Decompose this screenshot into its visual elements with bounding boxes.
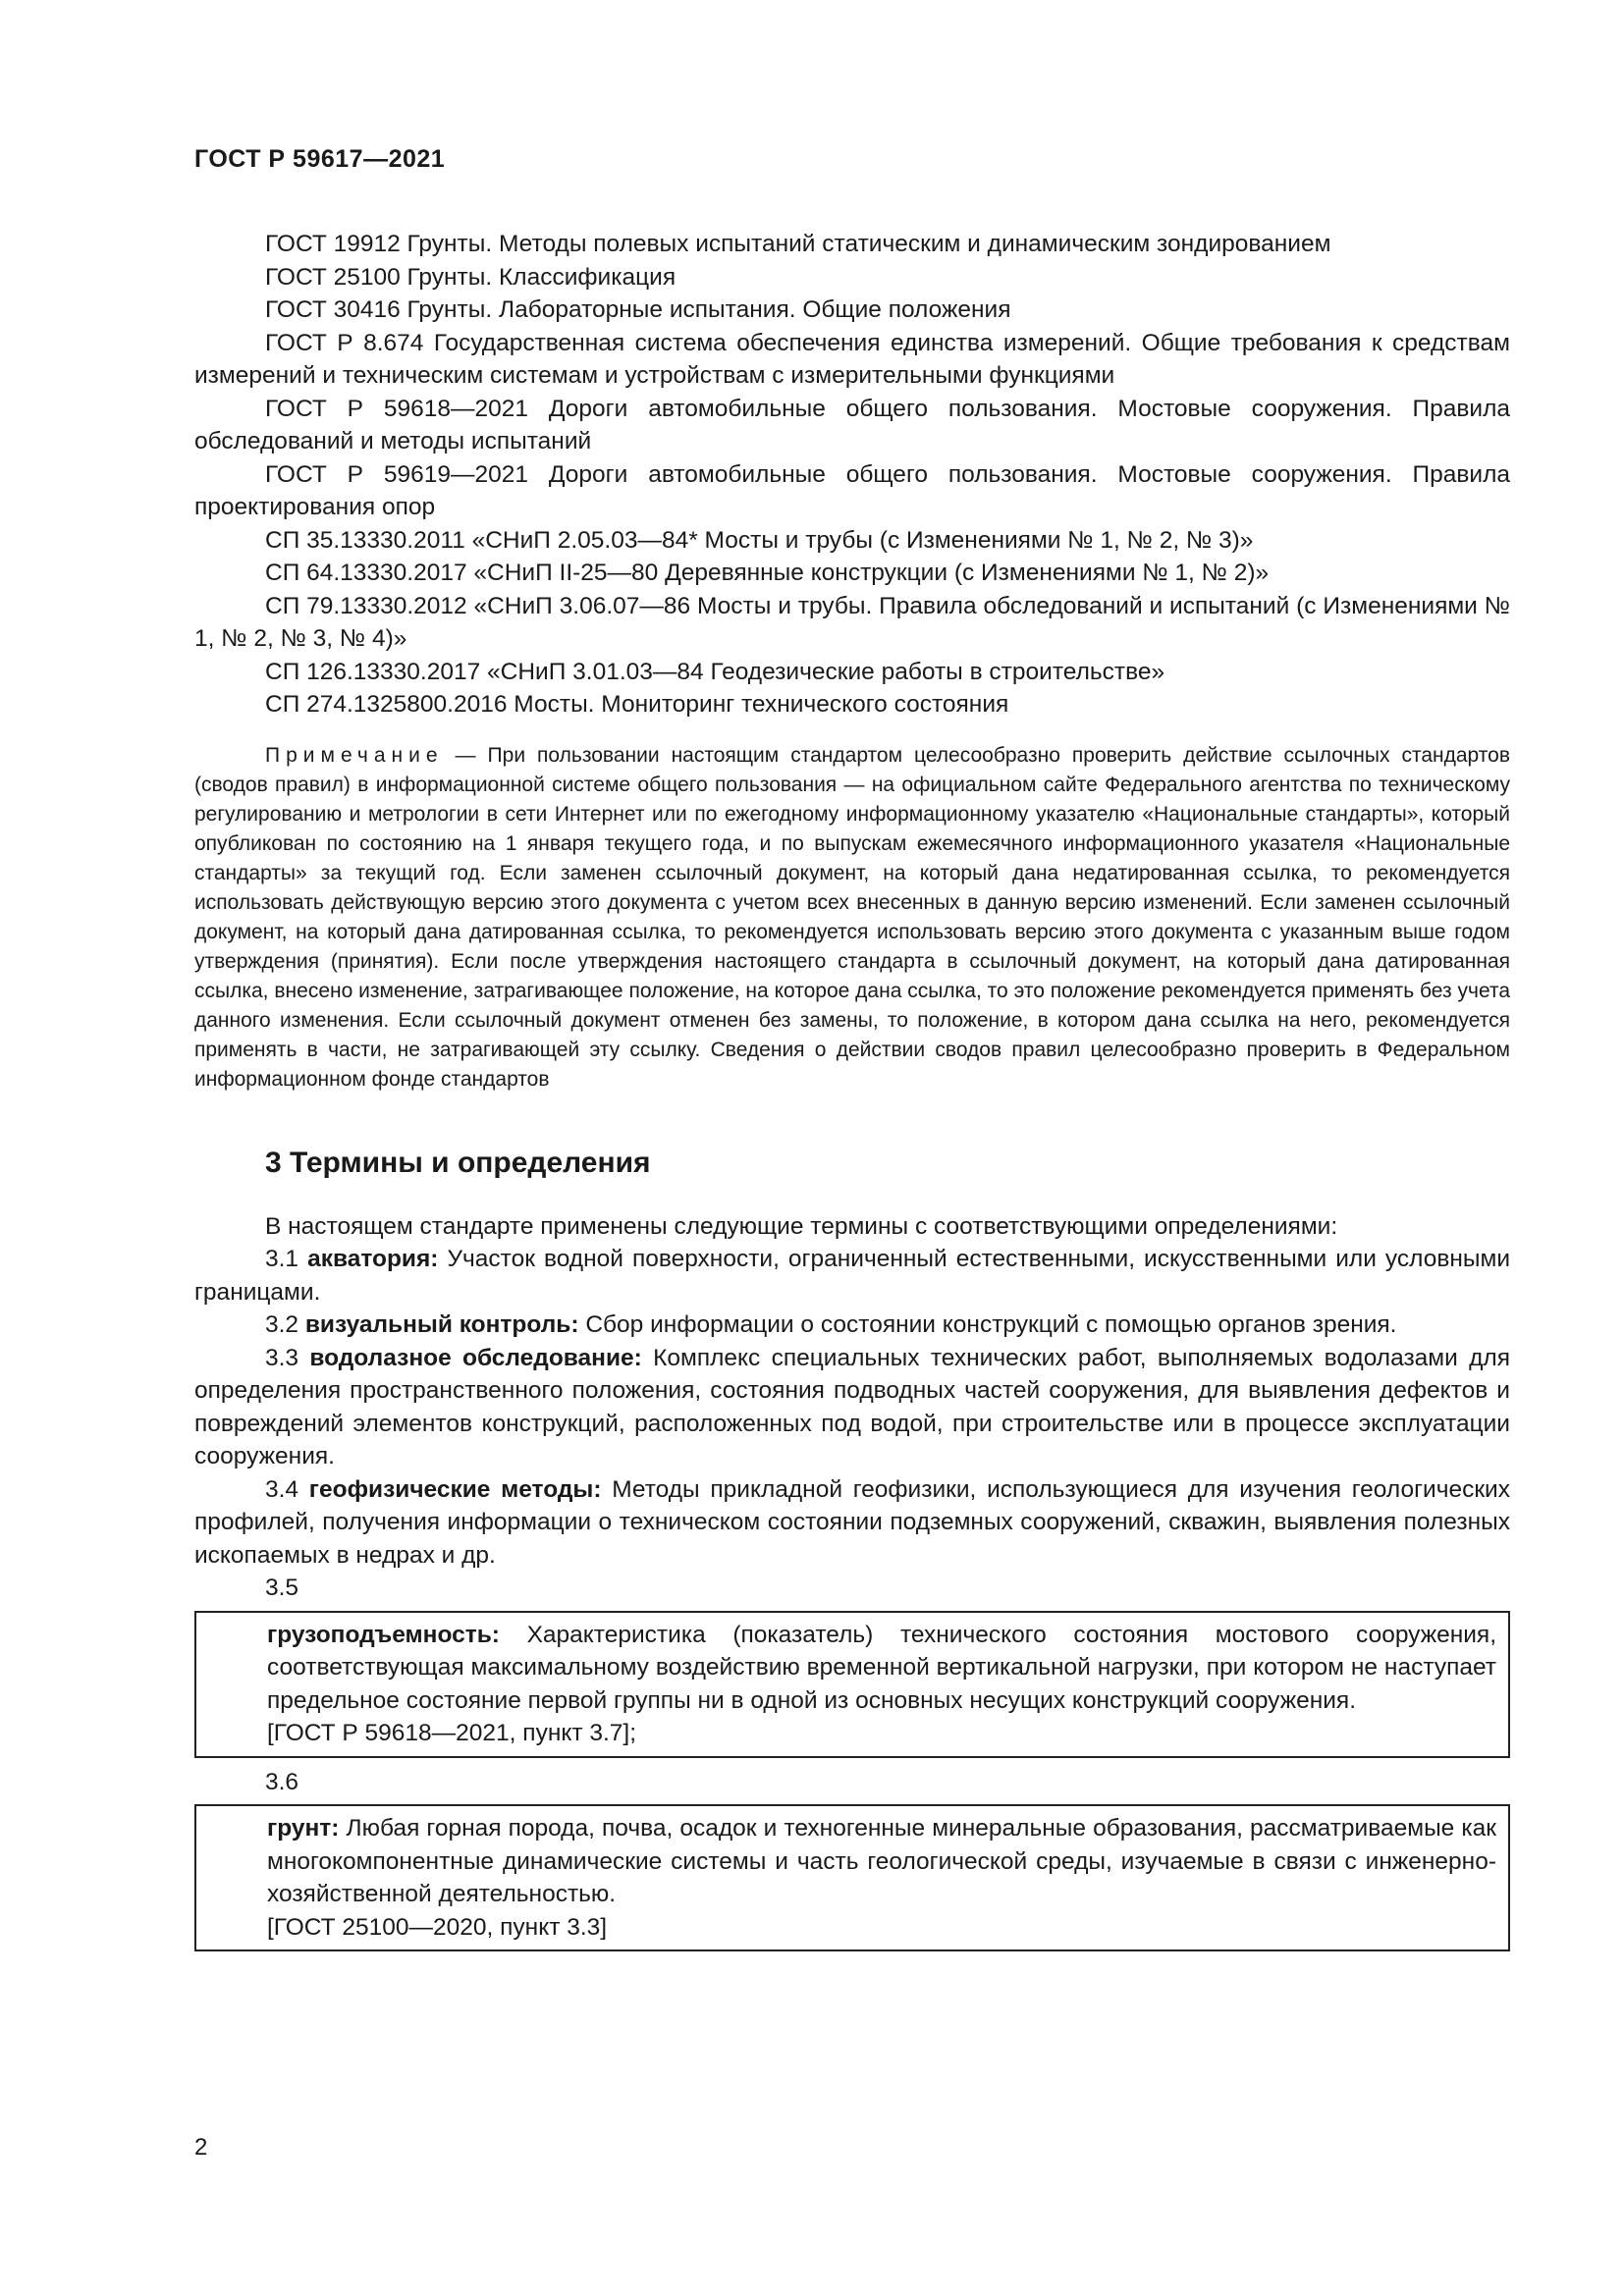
reference-item: ГОСТ Р 59619—2021 Дороги автомобильные общего пользования. Мостовые сооружения. Правила проектирования опор [194, 460, 1510, 520]
term-definition: Сбор информации о состоянии конструкций с помощью органов зрения. [578, 1311, 1397, 1338]
term-number: 3.2 [265, 1311, 299, 1338]
boxed-term-number: 3.5 [265, 1575, 299, 1601]
page-content [194, 228, 1510, 1959]
note-paragraph [194, 741, 1510, 1095]
boxed-term [194, 1611, 1510, 1758]
term-name: водолазное обследование: [309, 1344, 642, 1371]
note-text: — При пользовании настоящим стандартом целесообразно проверить действие ссылочных стандартов (сводов правил) в информационной системе общего пользования — на официальном сайте Федерального агентства по техническому регулированию и метрологии в сети Интернет или по ежегодному информационному указателю «Национальные стандарты», который опубликован по состоянию на 1 января текущего года, и по выпускам ежемесячного информационного указателя «Национальные стандарты» за текущий год. Если заменен ссылочный документ, на который дана недатированная ссылка, то рекомендуется использовать действующую версию этого документа с учетом всех внесенных в данную версию изменений. Если заменен ссылочный документ, на который дана датированная ссылка, то рекомендуется использовать версию этого документа с указанным выше годом утверждения (принятия). Если после утверждения настоящего стандарта в ссылочный документ, на который дана датированная ссылка, внесено изменение, затрагивающее положение, на которое дана ссылка, то это положение рекомендуется применять без учета данного изменения. Если ссылочный документ отменен без замены, то положение, в котором дана ссылка на него, рекомендуется применять в части, не затрагивающей эту ссылку. Сведения о действии сводов правил целесообразно проверить в Федеральном информационном фонде стандартов [194, 743, 1510, 1091]
reference-item: ГОСТ 30416 Грунты. Лабораторные испытания. Общие положения [265, 296, 1011, 323]
reference-item: СП 126.13330.2017 «СНиП 3.01.03—84 Геодезические работы в строительстве» [265, 658, 1165, 685]
term-source: [ГОСТ 25100—2020, пункт 3.3] [267, 1913, 608, 1941]
reference-item: СП 79.13330.2012 «СНиП 3.06.07—86 Мосты и трубы. Правила обследований и испытаний (с Изменениями № 1, № 2, № 3, № 4)» [194, 592, 1510, 652]
reference-item: ГОСТ Р 59618—2021 Дороги автомобильные общего пользования. Мостовые сооружения. Правила обследований и методы испытаний [194, 395, 1510, 454]
reference-item: ГОСТ Р 8.674 Государственная система обеспечения единства измерений. Общие требования к средствам измерений и техническим системам и устройствам с измерительными функциями [194, 329, 1510, 389]
document-code-header: ГОСТ Р 59617—2021 [194, 145, 446, 173]
boxed-term-number: 3.6 [265, 1768, 299, 1795]
reference-item: СП 64.13330.2017 «СНиП II-25—80 Деревянные конструкции (с Изменениями № 1, № 2)» [265, 560, 1270, 586]
section-intro: В настоящем стандарте применены следующие термины с соответствующими определениями: [265, 1212, 1338, 1240]
page-number: 2 [194, 2134, 208, 2161]
term-entry [194, 1243, 1510, 1308]
term-definition: Характеристика (показатель) технического состояния мостового сооружения, соответствующая максимальному воздействию временной вертикальной нагрузки, при котором не наступает предельное состояние первой группы ни в одной из основных несущих конструкций сооружения. [267, 1621, 1496, 1714]
term-number: 3.1 [265, 1246, 299, 1272]
term-entry [194, 1308, 1510, 1342]
reference-item: СП 274.1325800.2016 Мосты. Мониторинг технического состояния [265, 691, 1009, 718]
boxed-term [194, 1804, 1510, 1951]
reference-item: ГОСТ 25100 Грунты. Классификация [265, 263, 677, 291]
term-entry [267, 1812, 1496, 1911]
term-definition: Любая горная порода, почва, осадок и техногенные минеральные образования, рассматриваемые как многокомпонентные динамические системы и часть геологической среды, изучаемые в связи с инженерно-хозяйственной деятельностью. [267, 1815, 1496, 1907]
reference-item: ГОСТ 19912 Грунты. Методы полевых испытаний статическим и динамическим зондированием [265, 231, 1331, 257]
normative-references-list [194, 228, 1510, 721]
term-number: 3.3 [265, 1344, 299, 1371]
term-name: грузоподъемность: [267, 1621, 500, 1648]
term-name: геофизические методы: [308, 1475, 602, 1503]
term-name: грунт: [267, 1815, 340, 1842]
term-definition: Методы прикладной геофизики, использующиеся для изучения геологических профилей, получения информации о техническом состоянии подземных сооружений, скважин, выявления полезных ископаемых в недрах и др. [194, 1475, 1510, 1569]
term-entry [267, 1619, 1496, 1718]
term-definition: Комплекс специальных технических работ, выполняемых водолазами для определения пространственного положения, состояния подводных частей сооружения, для выявления дефектов и повреждений элементов конструкций, расположенных под водой, при строительстве или в процессе эксплуатации сооружения. [194, 1344, 1510, 1469]
term-number: 3.4 [265, 1475, 299, 1503]
term-definition: Участок водной поверхности, ограниченный естественными, искусственными или условными границами. [194, 1246, 1510, 1306]
term-entry [194, 1342, 1510, 1473]
term-source: [ГОСТ Р 59618—2021, пункт 3.7]; [267, 1720, 637, 1746]
note-label: Примечание [265, 743, 444, 767]
term-entry [194, 1473, 1510, 1573]
reference-item: СП 35.13330.2011 «СНиП 2.05.03—84* Мосты и трубы (с Изменениями № 1, № 2, № 3)» [265, 526, 1254, 554]
term-name: акватория: [307, 1246, 439, 1272]
term-name: визуальный контроль: [304, 1311, 579, 1338]
section-title: 3 Термины и определения [265, 1146, 651, 1179]
